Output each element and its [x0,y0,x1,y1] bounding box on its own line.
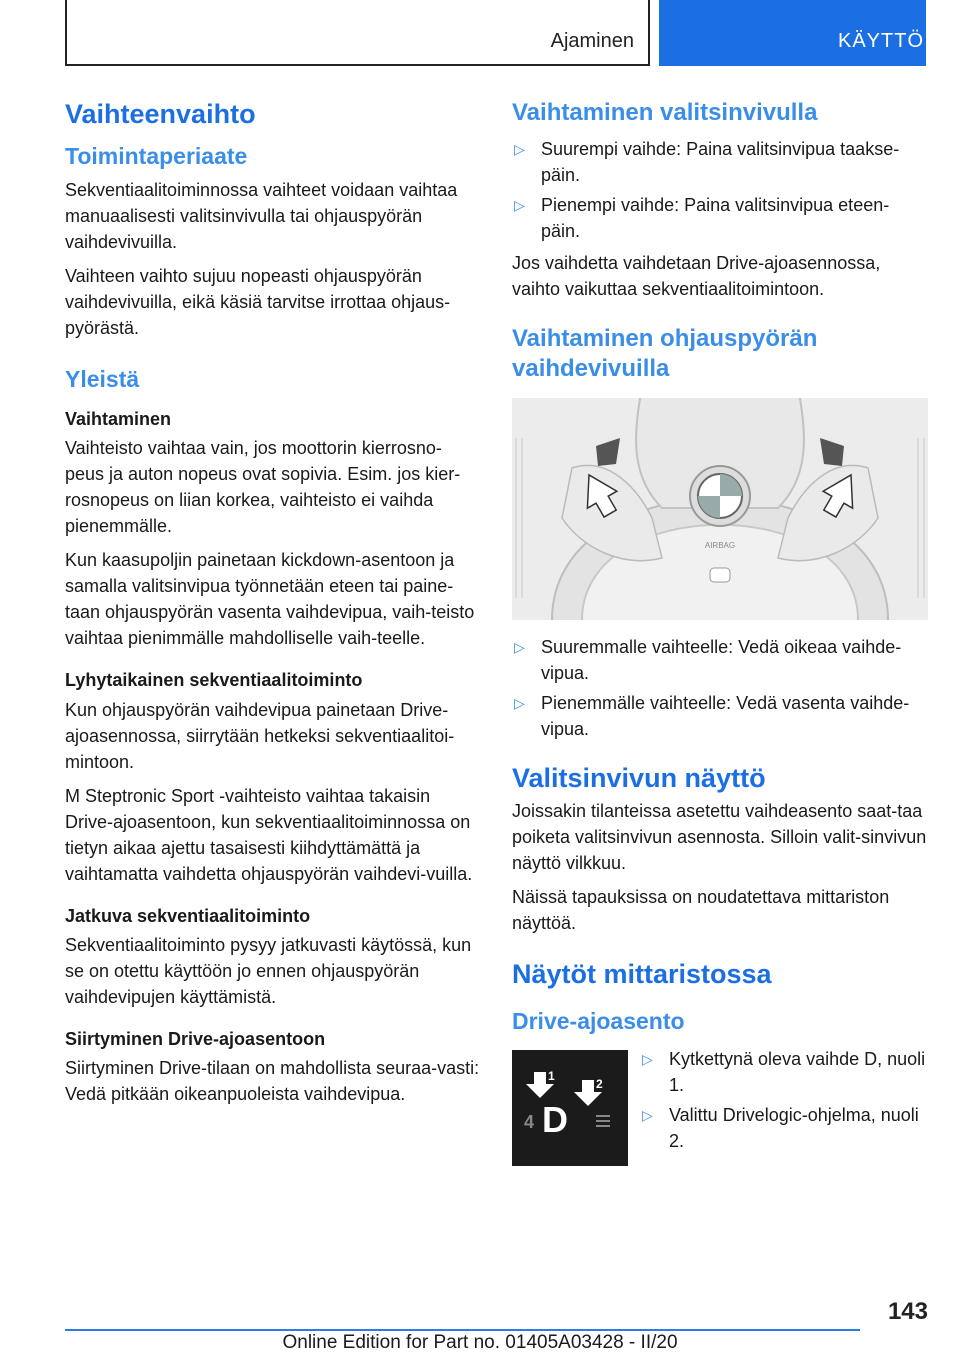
triangle-right-icon: ▷ [642,1106,653,1123]
chapter-tab [659,0,926,66]
svg-text:AIRBAG: AIRBAG [704,541,736,550]
paragraph: Sekventiaalitoiminnossa vaihteet voidaan vaihtaa manuaalisesti valitsinvivulla tai ohjauspyörän vaihdevivuilla. [65,180,458,253]
paragraph: Jos vaihdetta vaihdetaan Drive-ajoasennossa, vaihto vaikuttaa sekventiaalitoimintoon. [512,253,881,299]
bullet-list [512,634,928,742]
heading-drive: Drive-ajoasento [512,1007,685,1034]
list-item: ▷ Suuremmalle vaihteelle: Vedä oikeaa vaihde-vipua. [512,634,928,686]
triangle-right-icon: ▷ [514,141,525,157]
bullet-list [512,136,928,244]
heading-yleista: Yleistä [65,366,140,393]
steering-wheel-icon [512,398,928,620]
paragraph: Sekventiaalitoiminto pysyy jatkuvasti käytössä, kun se on otettu käyttöön jo ennen ohjauspyörän vaihdevipujen käyttämistä. [65,935,472,1008]
footer-text: Online Edition for Part no. 01405A03428 - II/20 [282,1332,678,1353]
page-footer [0,1332,960,1354]
gear-display-icon [512,1050,628,1166]
svg-text:2: 2 [596,1076,603,1091]
paragraph: Joissakin tilanteissa asetettu vaihdeasento saat-taa poiketa valitsinvivun asennosta. Silloin valit-sinvivun näyttö vilkkuu. [512,801,927,874]
list-item: ▷ Pienempi vaihde: Paina valitsinvipua eteen-päin. [512,192,928,244]
display-row [512,1046,928,1166]
instrument-display [512,1050,628,1166]
subheading-jatkuva: Jatkuva sekventiaalitoiminto [65,905,311,926]
paragraph: Näissä tapauksissa on noudatettava mittariston näyttöä. [512,887,890,934]
heading-vaihdevivuilla: Vaihtaminen ohjauspyörän vaihdevivuilla [512,325,818,382]
subheading-vaihtaminen: Vaihtaminen [65,408,172,429]
paragraph: Kun ohjauspyörän vaihdevipua painetaan Drive-ajoasennossa, siirrytään hetkeksi sekventiaalitoi-mintoon. [65,699,455,772]
section-title: Ajaminen [550,30,634,52]
subheading-lyhytaikainen: Lyhytaikainen sekventiaalitoiminto [65,670,363,691]
page-number: 143 [887,1298,928,1325]
triangle-right-icon: ▷ [642,1050,653,1067]
list-item: ▷ Pienemmälle vaihteelle: Vedä vasenta vaihde-vipua. [512,690,928,742]
triangle-right-icon: ▷ [514,695,525,711]
paragraph: Vaihteen vaihto sujuu nopeasti ohjauspyörän vaihdevivuilla, eikä käsiä tarvitse irrottaa ohjaus-pyörästä. [65,266,451,339]
footer-divider [65,1329,860,1331]
heading-toimintaperiaate: Toimintaperiaate [65,143,248,170]
main-title: Vaihteenvaihto [65,99,256,129]
list-item: ▷ Valittu Drivelogic-ohjelma, nuoli 2. [640,1102,928,1154]
subheading-siirtyminen: Siirtyminen Drive-ajoasentoon [65,1029,326,1050]
list-item: ▷ Suurempi vaihde: Paina valitsinvipua taakse-päin. [512,136,928,188]
left-column [65,98,480,1115]
list-item: ▷ Kytkettynä oleva vaihde D, nuoli 1. [640,1046,928,1098]
chapter-title: KÄYTTÖ [837,30,924,52]
steering-wheel-illustration [512,398,928,620]
page-header [65,0,926,66]
heading-mittaristossa: Näytöt mittaristossa [512,959,772,990]
bullet-list [640,1046,928,1160]
section-tab [65,0,650,66]
heading-valitsinvivulla: Vaihtaminen valitsinvivulla [512,99,818,126]
paragraph: Kun kaasupoljin painetaan kickdown-asentoon ja samalla valitsinvipua työnnetään eteen tai paine-taan ohjauspyörän vasenta vaihdevipua, vaih-teisto vaihtaa pienimmälle mahdolliselle vaih-teelle. [65,550,475,649]
triangle-right-icon: ▷ [514,639,525,655]
right-column [512,98,928,1166]
paragraph: Vaihteisto vaihtaa vain, jos moottorin kierrosno-peus ja auton nopeus ovat sopivia. Esim. jos kier-rosnopeus on liian korkea, vaihteisto ei vaihda pienemmälle. [65,438,461,537]
svg-text:4: 4 [524,1111,535,1132]
svg-text:1: 1 [548,1068,555,1083]
triangle-right-icon: ▷ [514,197,525,213]
paragraph: M Steptronic Sport -vaihteisto vaihtaa takaisin Drive-ajoasentoon, kun sekventiaalitoiminnossa on tietyn aikaa ajettu tasaisesti kiihdyttämättä ja vaihtamatta vaihdetta ohjauspyörän vaihdevi-vuilla. [65,785,473,884]
heading-nayttö: Valitsinvivun näyttö [512,763,766,793]
paragraph: Siirtyminen Drive-tilaan on mahdollista seuraa-vasti: Vedä pitkään oikeanpuoleista vaihdevipua. [65,1058,480,1105]
svg-text:D: D [542,1098,568,1140]
